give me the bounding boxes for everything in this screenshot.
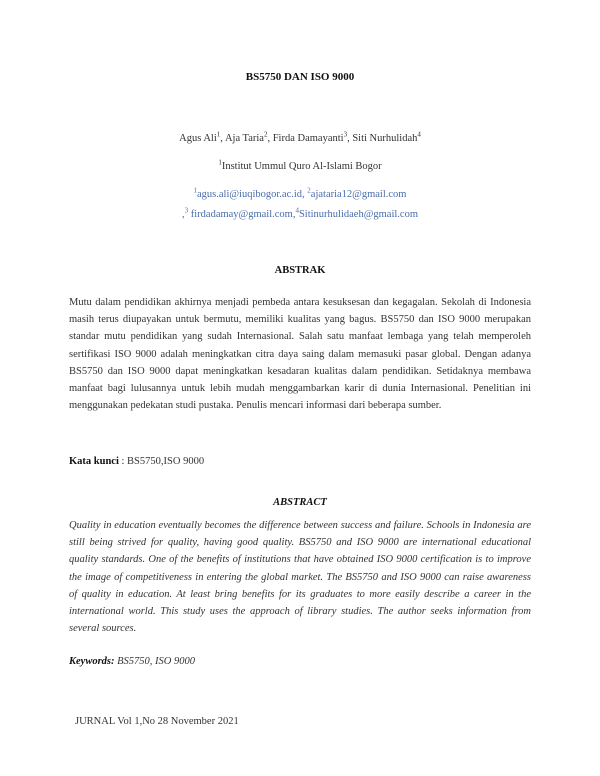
author-superscript: 1 (216, 130, 221, 139)
author-list: Agus Ali$^1$, Aja Taria$^2$, Firda Damayanti$^3$, Siti Nurhulidah$^4$ (179, 130, 421, 144)
email-link[interactable]: firdadamay@gmail.com (190, 209, 293, 220)
author-name: Firda Damayanti (272, 133, 344, 144)
email-link[interactable]: Sitinurhulidaeh@gmail.com (298, 209, 418, 220)
author-superscript: 3 (343, 130, 348, 139)
kata-kunci (69, 456, 204, 467)
kata-kunci-label: Kata kunci (69, 456, 119, 467)
email-line-1: $^1$agus.ali@iuqibogor.ac.id, $^2$ajataria12@gmail.com (193, 186, 407, 200)
affiliation-text: Institut Ummul Quro Al-Islami Bogor (221, 161, 382, 172)
abstrak-body: Mutu dalam pendidikan akhirnya menjadi pembeda antara kesuksesan dan kegagalan. Sekolah di Indonesia masih terus diupayakan untuk bermutu, memiliki kualitas yang bagus. BS5750 dan ISO 9000 merupakan standar mutu pendidikan yang sudah Internasional. Salah satu manfaat lembaga yang telah memperoleh sertifikasi ISO 9000 adalah meningkatkan citra daya saing dalam memasuki pasar global. Dengan adanya BS5750 dan ISO 9000 dapat meningkatkan kesadaran kualitas dalam pendidikan. Setidaknya membawa manfaat bagi lulusannya untuk lebih mudah menggambarkan karir di dunia Internasional. Penelitian ini menggunakan pedekatan studi pustaka. Penulis mencari informasi dari beberapa sumber. (69, 297, 531, 412)
email-line-2: ,$^3$ firdadamay@gmail.com,$^4$Sitinurhulidaeh@gmail.com (182, 206, 418, 220)
author-superscript: 4 (417, 130, 421, 139)
author-name: Aja Taria (224, 133, 264, 144)
author-name: Siti Nurhulidah (352, 133, 418, 144)
abstrak-heading: ABSTRAK (274, 265, 326, 276)
email-superscript: 3 (184, 206, 189, 215)
kata-kunci-values: : BS5750,ISO 9000 (121, 456, 205, 467)
keywords-label: Keywords: (69, 656, 115, 667)
author-name: Agus Ali (179, 133, 217, 144)
keywords (69, 656, 195, 667)
email-link[interactable]: ajataria12@gmail.com (310, 189, 407, 200)
abstract-heading: ABSTRACT (273, 497, 327, 508)
journal-footer: JURNAL Vol 1,No 28 November 2021 (75, 716, 239, 727)
email-superscript: 4 (295, 206, 299, 215)
affiliation-superscript: 1 (218, 158, 222, 167)
email-superscript: 2 (307, 186, 311, 195)
keywords-values: BS5750, ISO 9000 (117, 656, 195, 667)
email-superscript: 1 (193, 186, 198, 195)
abstract-body: Quality in education eventually becomes the difference between success and failure. Schools in Indonesia are still being strived for quality, having good quality. BS5750 and ISO 9000 are international educational quality standards. One of the benefits of institutions that have obtained ISO 9000 certification is to improve the image of competitiveness in entering the global market. The BS5750 and ISO 9000 can raise awareness of quality in education. At least bring benefits for its graduates to more easily describe a career in the international world. This study uses the approach of library studies. The author seeks information from several sources. (69, 520, 531, 635)
email-link[interactable]: agus.ali@iuqibogor.ac.id (197, 189, 303, 200)
paper-title: BS5750 DAN ISO 9000 (245, 71, 355, 83)
affiliation (0, 158, 600, 172)
author-superscript: 2 (263, 130, 268, 139)
